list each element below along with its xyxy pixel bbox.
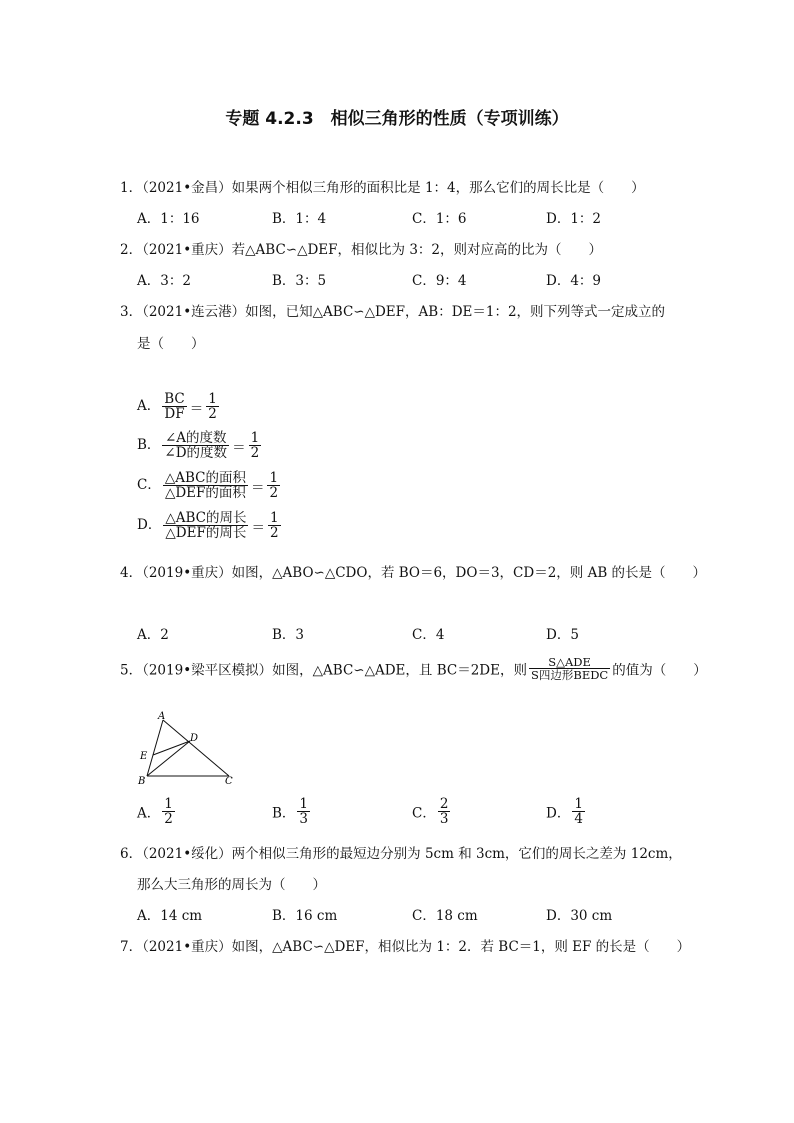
fraction xyxy=(163,511,248,540)
question-4-option-a: A．2 xyxy=(137,627,169,643)
fraction-denominator: 4 xyxy=(574,811,583,828)
option-label: B． xyxy=(137,437,161,454)
equals-sign: ＝ xyxy=(251,519,265,536)
question-6-stem-line-2: 那么大三角形的周长为（ ） xyxy=(137,877,326,893)
fraction-numerator: S△ADE xyxy=(529,656,610,669)
fraction-numerator: 1 xyxy=(269,510,279,526)
label-e: E xyxy=(140,751,148,762)
question-3-option-c xyxy=(137,471,282,500)
label-b: B xyxy=(138,776,146,787)
fraction-denominator: △DEF的面积 xyxy=(164,485,246,502)
fraction-denominator: 2 xyxy=(208,406,217,423)
fraction-numerator: 1 xyxy=(164,796,173,812)
question-4-stem: 4．（2019•重庆）如图，△ABO∽△CDO，若 BO＝6，DO＝3，CD＝2，则 AB 的长是（ ） xyxy=(120,565,707,581)
question-4-option-c: C．4 xyxy=(412,627,445,643)
option-label: B． xyxy=(272,805,296,822)
fraction-numerator: 1 xyxy=(574,796,583,812)
option-label: C． xyxy=(137,477,161,494)
option-label: C． xyxy=(412,805,436,822)
fraction xyxy=(162,392,187,421)
fraction-numerator: ∠A的度数 xyxy=(162,431,229,446)
fraction xyxy=(438,797,451,826)
question-5-stem xyxy=(120,656,707,681)
question-3-option-b xyxy=(137,431,263,460)
question-4-option-d: D．5 xyxy=(546,627,579,643)
fraction-denominator: 3 xyxy=(299,811,309,828)
question-2-stem: 2．（2021•重庆）若△ABC∽△DEF，相似比为 3：2，则对应高的比为（ ） xyxy=(120,242,602,258)
fraction-denominator: 2 xyxy=(164,811,173,828)
fraction-numerator: 1 xyxy=(299,796,309,812)
fraction-denominator: 2 xyxy=(269,525,279,542)
segment-bd xyxy=(147,741,190,776)
question-1-option-c: C．1：6 xyxy=(412,211,467,227)
fraction-denominator: ∠D的度数 xyxy=(164,445,228,462)
question-6-stem-line-1: 6．（2021•绥化）两个相似三角形的最短边分别为 5cm 和 3cm，它们的周长之差为 12cm， xyxy=(120,846,682,862)
question-5-triangle-figure xyxy=(132,708,242,788)
label-d: D xyxy=(190,733,199,744)
label-a: A xyxy=(158,711,166,722)
question-7-stem: 7．（2021•重庆）如图，△ABC∽△DEF，相似比为 1：2．若 BC＝1，则 EF 的长是（ ） xyxy=(120,939,691,955)
option-label: D． xyxy=(546,805,571,822)
question-1-option-a: A．1：16 xyxy=(137,211,200,227)
equals-sign: ＝ xyxy=(232,439,246,456)
fraction xyxy=(572,797,585,826)
fraction-numerator: 1 xyxy=(250,430,260,446)
question-3-option-a xyxy=(137,392,221,421)
question-2-option-d: D．4：9 xyxy=(546,273,602,289)
option-label: D． xyxy=(137,517,162,534)
question-2-option-c: C．9：4 xyxy=(412,273,467,289)
fraction-numerator: BC xyxy=(164,391,185,407)
fraction xyxy=(162,431,229,460)
question-2-option-b: B．3：5 xyxy=(272,273,327,289)
segment-de xyxy=(153,741,190,755)
equals-sign: ＝ xyxy=(250,479,265,496)
question-3-stem-line-2: 是（ ） xyxy=(137,336,205,352)
question-6-option-c: C．18 cm xyxy=(412,908,478,924)
fraction xyxy=(297,797,310,826)
question-5-stem-post: 的值为（ ） xyxy=(612,662,707,679)
triangle-lines xyxy=(147,720,229,776)
fraction xyxy=(249,431,262,460)
fraction-denominator: △DEF的周长 xyxy=(165,525,247,542)
option-label: A． xyxy=(137,805,161,822)
fraction-numerator: △ABC的周长 xyxy=(165,510,247,526)
question-6-option-a: A．14 cm xyxy=(137,908,203,924)
fraction-denominator: 3 xyxy=(439,811,449,828)
label-c: C xyxy=(225,776,233,787)
fraction-numerator: △ABC的面积 xyxy=(164,470,246,486)
page-title: 专题 4.2.3 相似三角形的性质（专项训练） xyxy=(225,109,569,129)
question-1-stem: 1．（2021•金昌）如果两个相似三角形的面积比是 1：4，那么它们的周长比是（ ） xyxy=(120,180,645,196)
option-label: A． xyxy=(137,398,161,415)
fraction-denominator: DF xyxy=(164,406,185,423)
fraction-denominator: S四边形BEDC xyxy=(530,668,609,683)
fraction-denominator: 2 xyxy=(250,445,260,462)
question-5-option-c xyxy=(412,797,452,826)
side-ab xyxy=(147,720,163,776)
question-2-option-a: A．3：2 xyxy=(137,273,191,289)
question-1-option-b: B．1：4 xyxy=(272,211,327,227)
fraction xyxy=(268,511,281,540)
question-5-option-b xyxy=(272,797,312,826)
question-1-option-d: D．1：2 xyxy=(546,211,602,227)
question-4-option-b: B．3 xyxy=(272,627,305,643)
equals-sign: ＝ xyxy=(189,400,204,417)
fraction-numerator: 2 xyxy=(439,796,449,812)
fraction xyxy=(163,471,248,500)
fraction-numerator: 1 xyxy=(269,470,279,486)
fraction xyxy=(162,797,175,826)
question-6-option-b: B．16 cm xyxy=(272,908,338,924)
question-6-option-d: D．30 cm xyxy=(546,908,613,924)
question-5-option-a xyxy=(137,797,177,826)
fraction xyxy=(206,392,219,421)
question-5-option-d xyxy=(546,797,587,826)
question-3-option-d xyxy=(137,511,283,540)
fraction-denominator: 2 xyxy=(269,485,279,502)
area-ratio-fraction xyxy=(529,656,610,681)
question-5-stem-pre: 5．（2019•梁平区模拟）如图，△ABC∽△ADE，且 BC＝2DE，则 xyxy=(120,662,527,679)
fraction-numerator: 1 xyxy=(208,391,217,407)
question-3-stem-line-1: 3．（2021•连云港）如图，已知△ABC∽△DEF，AB：DE＝1：2，则下列等式一定成立的 xyxy=(120,304,666,320)
fraction xyxy=(267,471,280,500)
